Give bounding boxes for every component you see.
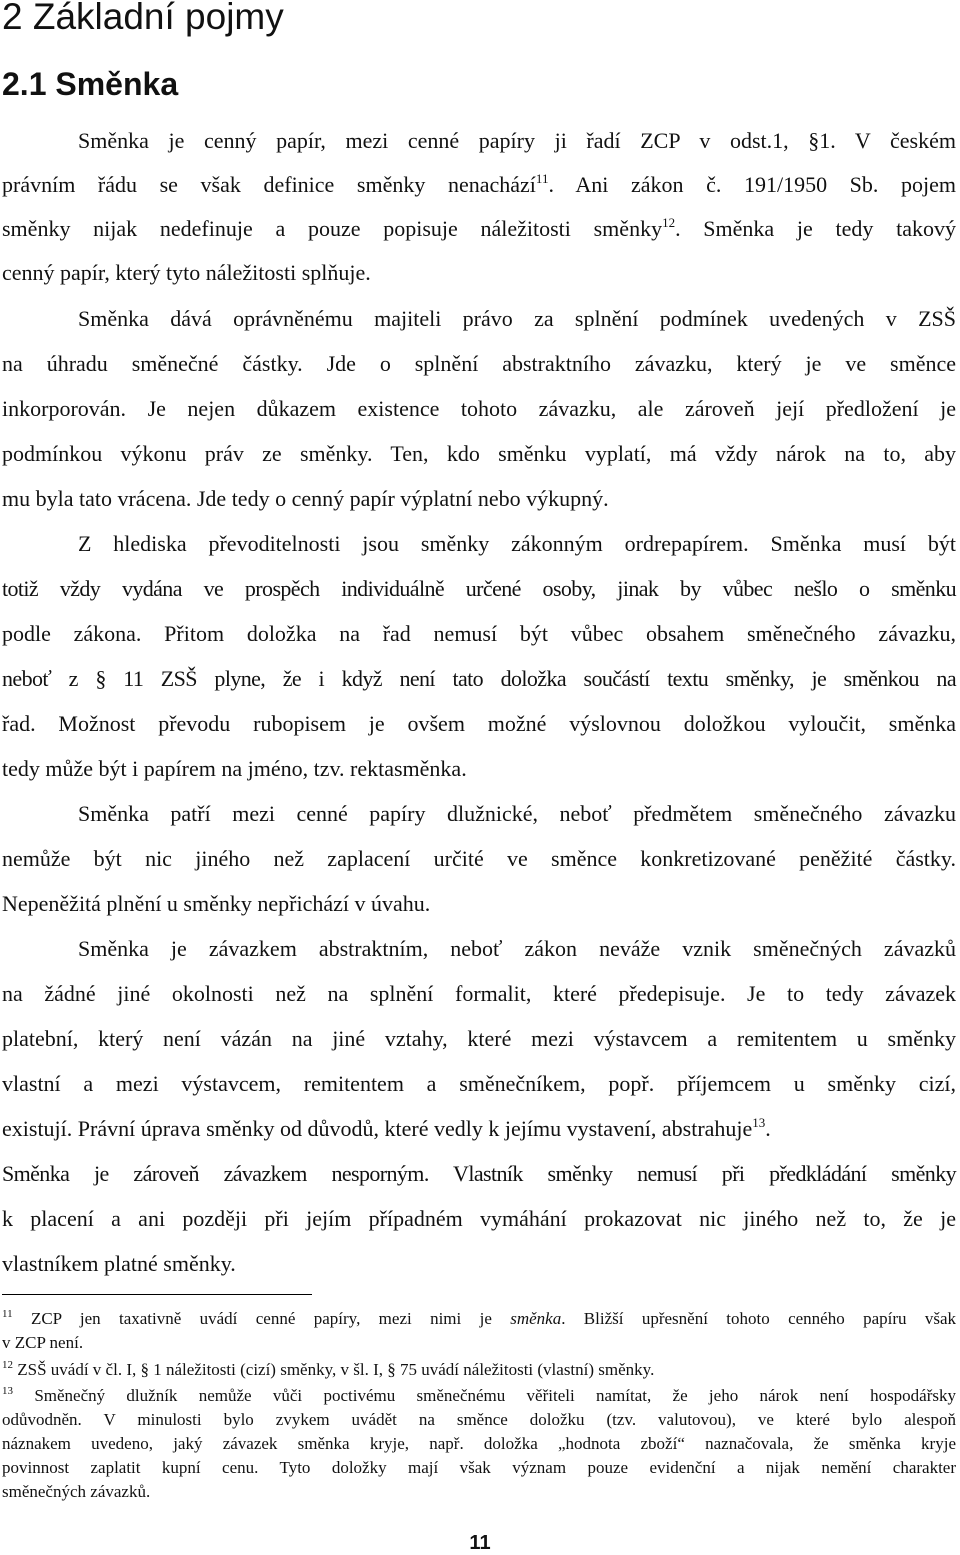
paragraph-line: podle zákona. Přitom doložka na řad nemusí být vůbec obsahem směnečného závazku,: [2, 621, 956, 646]
paragraph-line: Směnka dává oprávněnému majiteli právo za splnění podmínek uvedených v ZSŠ: [78, 306, 956, 331]
paragraph-line: nemůže být nic jiného než zaplacení určité ve směnce konkretizované peněžité částky.: [2, 846, 956, 871]
paragraph-line: mu byla tato vrácena. Jde tedy o cenný papír výplatní nebo výkupný.: [2, 486, 609, 511]
footnote-line: náznakem uvedeno, jaký závazek směnka kryje, např. doložka „hodnota zboží“ naznačovala, že směnka kryje: [2, 1434, 956, 1453]
paragraph-line: totiž vždy vydána ve prospěch individuálně určené osoby, jinak by vůbec nešlo o směnku: [2, 576, 956, 601]
paragraph-line: tedy může být i papírem na jméno, tzv. rektasměnka.: [2, 756, 467, 781]
footnote-number: 12: [2, 1359, 13, 1371]
section-heading: 2.1 Směnka: [2, 66, 179, 102]
footnote-line: $^{11}$ ZCP jen taxativně uvádí cenné papíry, mezi nimi je směnka. Bližší upřesnění tohoto cenného papíru však: [2, 1308, 957, 1328]
paragraph-line: na žádné jiné okolnosti než na splnění formalit, které předepisuje. Je to tedy závazek: [2, 981, 956, 1006]
paragraph-line: řad. Možnost převodu rubopisem je ovšem možné výslovnou doložkou vyloučit, směnka: [2, 711, 956, 736]
footnote-line: povinnost zaplatit kupní cenu. Tyto doložky mají však význam pouze evidenční a nijak nemění charakter: [2, 1458, 956, 1477]
footnote-number: 13: [2, 1385, 13, 1397]
paragraph-line: Nepeněžitá plnění u směnky nepřichází v úvahu.: [2, 891, 431, 916]
paragraph-line: Směnka je cenný papír, mezi cenné papíry ji řadí ZCP v odst.1, §1. V českém: [78, 128, 956, 153]
paragraph-line: podmínkou výkonu práv ze směnky. Ten, kdo směnku vyplatí, má vždy nárok na to, aby: [2, 441, 956, 466]
footnote-line: odůvodněn. V minulosti bylo zvykem uvádět na směnce doložku (tzv. valutovou), ve které bylo alespoň: [2, 1410, 956, 1429]
paragraph-line: inkorporován. Je nejen důkazem existence tohoto závazku, ale zároveň její předložení je: [2, 396, 956, 421]
footnote-number: 11: [2, 1308, 13, 1320]
paragraph-line: Z hlediska převoditelnosti jsou směnky zákonným ordrepapírem. Směnka musí být: [78, 531, 956, 556]
paragraph-line: k placení a ani později při jejím případném vymáhání prokazovat nic jiného než to, že je: [2, 1206, 956, 1231]
paragraph-line: neboť z § 11 ZSŠ plyne, že i když není tato doložka součástí textu směnky, je směnkou na: [2, 666, 956, 691]
chapter-heading: 2 Základní pojmy: [2, 0, 284, 37]
paragraph-line: platební, který není vázán na jiné vztahy, které mezi výstavcem a remitentem u směnky: [2, 1026, 956, 1051]
footnote-ref[interactable]: 11: [535, 171, 549, 186]
footnote-ref[interactable]: 13: [752, 1115, 766, 1130]
paragraph-line: Směnka je zároveň závazkem nesporným. Vlastník směnky nemusí při předkládání směnky: [2, 1161, 956, 1186]
footnote-line: $^{13}$ Směnečný dlužník nemůže vůči poctivému směnečnému věřiteli namítat, že jeho nárok není hospodářsky: [2, 1385, 957, 1405]
paragraph-line: Směnka je závazkem abstraktním, neboť zákon neváže vznik směnečných závazků: [78, 936, 956, 961]
paragraph-line: právním řádu se však definice směnky nenachází$^{11}$. Ani zákon č. 191/1950 Sb. pojem: [2, 171, 957, 197]
page-number: 11: [469, 1532, 491, 1554]
paragraph-line: směnky nijak nedefinuje a pouze popisuje náležitosti směnky$^{12}$. Směnka je tedy takový: [2, 215, 956, 241]
footnote-line: $^{12}$ ZSŠ uvádí v čl. I, § 1 náležitosti (cizí) směnky, v šl. I, § 75 uvádí náležitosti (vlastní) směnky.: [2, 1359, 655, 1379]
paragraph-line: na úhradu směnečné částky. Jde o splnění abstraktního závazku, který je ve směnce: [2, 351, 956, 376]
paragraph-line: Směnka patří mezi cenné papíry dlužnické, neboť předmětem směnečného závazku: [78, 801, 956, 826]
paragraph-line: vlastníkem platné směnky.: [2, 1251, 236, 1276]
paragraph-line: vlastní a mezi výstavcem, remitentem a směnečníkem, popř. příjemcem u směnky cizí,: [2, 1071, 956, 1096]
footnote-separator: [2, 1294, 312, 1295]
paragraph-line: cenný papír, který tyto náležitosti splňuje.: [2, 260, 371, 285]
footnote-ref[interactable]: 12: [662, 215, 676, 230]
footnote-line: směnečných závazků.: [2, 1482, 151, 1501]
paragraph-line: existují. Právní úprava směnky od důvodů, které vedly k jejímu vystavení, abstrahuje$^{13}$.: [2, 1115, 771, 1141]
footnote-line: v ZCP není.: [2, 1333, 84, 1352]
